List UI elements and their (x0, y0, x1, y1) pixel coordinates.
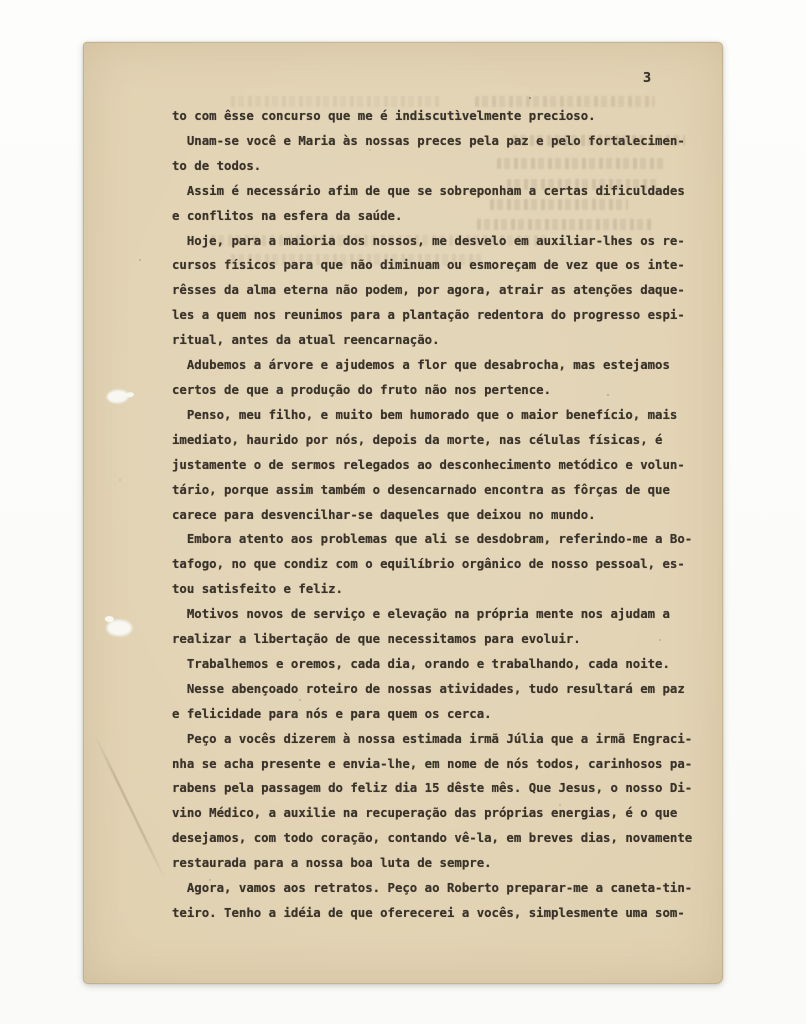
text-line: ritual, antes da atual reencarnação. (172, 333, 440, 348)
paper-crease (94, 735, 166, 880)
text-line: vino Médico, a auxilie na recuperação das próprias energias, é o que (172, 806, 678, 821)
paper-hole (106, 619, 132, 637)
text-line: nha se acha presente e envia-lhe, em nome de nós todos, carinhosos pa- (172, 756, 693, 771)
text-line: restaurada para a nossa boa luta de sempre. (172, 856, 492, 871)
text-line: rabens pela passagem do feliz dia 15 dêste mês. Que Jesus, o nosso Di- (172, 781, 693, 796)
text-line: to com êsse concurso que me é indiscutìvelmente precioso. (172, 109, 596, 123)
typewritten-letter-page (83, 42, 723, 984)
text-line: tário, porque assim também o desencarnado encontra as fôrças de que (172, 482, 670, 497)
text-line: Trabalhemos e oremos, cada dia, orando e trabalhando, cada noite. (172, 656, 670, 671)
text-line: Embora atento aos problemas que ali se desdobram, referindo-me a Bo- (172, 532, 693, 547)
text-line: Penso, meu filho, e muito bem humorado que o maior benefício, mais (172, 407, 678, 422)
text-line: imediato, haurido por nós, depois da morte, nas células físicas, é (172, 432, 663, 447)
text-line: les a quem nos reunimos para a plantação redentora do progresso espi- (172, 308, 685, 323)
text-line: desejamos, com todo coração, contando vê-la, em breves dias, novamente (172, 831, 693, 846)
letter-body-text (172, 104, 705, 926)
text-line: cursos físicos para que não diminuam ou esmoreçam de vez que os inte- (172, 258, 685, 273)
text-line: Assim é necessário afim de que se sobreponham a certas dificuldades (172, 183, 685, 198)
text-line: tou satisfeito e feliz. (172, 582, 343, 597)
text-line: justamente o de sermos relegados ao desconhecimento metódico e volun- (172, 457, 685, 472)
text-line: teiro. Tenho a idéia de que oferecerei a vocês, simplesmente uma som- (172, 906, 685, 920)
page-number: 3 (643, 70, 652, 86)
text-line: Agora, vamos aos retratos. Peço ao Roberto preparar-me a caneta-tin- (172, 881, 693, 896)
text-line: rêsses da alma eterna não podem, por agora, atrair as atenções daque- (172, 283, 685, 298)
text-line: Adubemos a árvore e ajudemos a flor que desabrocha, mas estejamos (172, 358, 670, 373)
text-line: e felicidade para nós e para quem os cerca. (172, 706, 492, 721)
text-line: tafogo, no que condiz com o equilíbrio orgânico de nosso pessoal, es- (172, 557, 685, 572)
paper-hole (106, 389, 129, 405)
text-line: realizar a libertação de que necessitamos para evoluir. (172, 632, 581, 647)
text-line: Hoje, para a maioria dos nossos, me desvelo em auxiliar-lhes os re- (172, 233, 685, 248)
text-line: carece para desvencilhar-se daqueles que deixou no mundo. (172, 507, 596, 522)
text-line: to de todos. (172, 158, 262, 173)
text-line: certos de que a produção do fruto não nos pertence. (172, 382, 552, 397)
text-line: Nesse abençoado roteiro de nossas atividades, tudo resultará em paz (172, 681, 685, 696)
text-line: Peço a vocês dizerem à nossa estimada irmã Júlia que a irmã Engraci- (172, 731, 693, 746)
text-line: Motivos novos de serviço e elevação na própria mente nos ajudam a (172, 607, 670, 622)
text-line: Unam-se você e Maria às nossas preces pela paz e pelo fortalecimen- (172, 133, 685, 148)
text-line: e conflitos na esfera da saúde. (172, 208, 403, 223)
